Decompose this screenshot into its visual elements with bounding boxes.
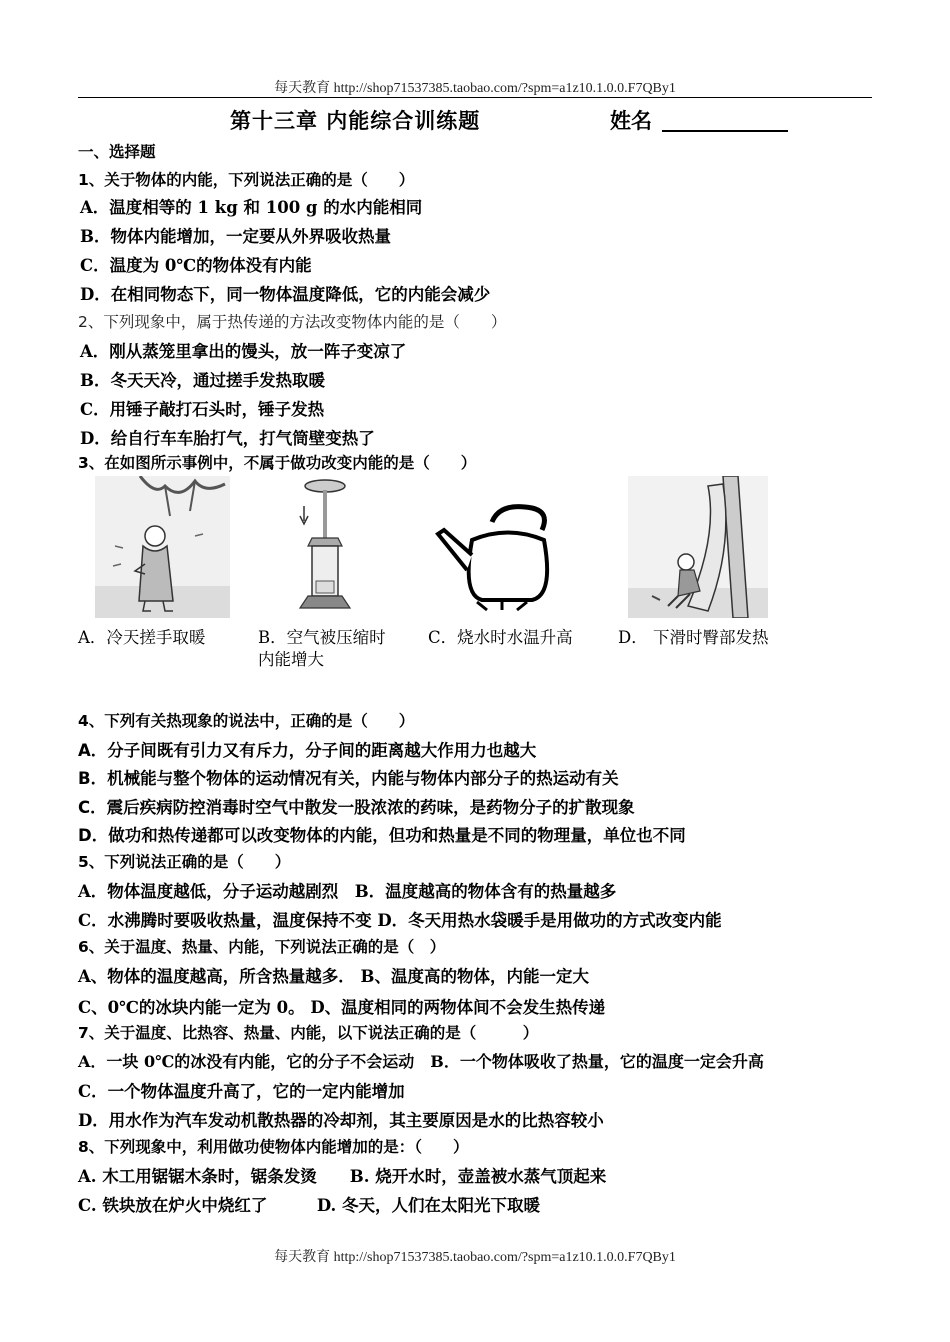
q5-stem: 5、下列说法正确的是（ ） bbox=[78, 853, 291, 871]
q1-option-b: B．物体内能增加，一定要从外界吸收热量 bbox=[80, 227, 391, 246]
q1-stem: 1、关于物体的内能，下列说法正确的是（ ） bbox=[78, 171, 415, 189]
q2-option-a: A．刚从蒸笼里拿出的馒头，放一阵子变凉了 bbox=[80, 342, 407, 361]
q1-option-a: A．温度相等的 1 kg 和 100 g 的水内能相同 bbox=[80, 198, 423, 217]
figure-rubbing-hands bbox=[95, 476, 230, 618]
q3-stem: 3、在如图所示事例中，不属于做功改变内能的是（ ） bbox=[78, 454, 477, 472]
q2-option-c: C．用锤子敲打石头时，锤子发热 bbox=[80, 400, 325, 419]
header-rule bbox=[78, 97, 872, 98]
q3-caption-b-line1: B．空气被压缩时 bbox=[258, 628, 386, 647]
q1-option-c: C．温度为 0℃的物体没有内能 bbox=[80, 256, 312, 275]
q3-caption-b-line2: 内能增大 bbox=[258, 650, 324, 669]
q3-caption-a: A．冷天搓手取暖 bbox=[78, 628, 206, 647]
q1-option-d: D．在相同物态下，同一物体温度降低，它的内能会减少 bbox=[80, 285, 491, 304]
page-title: 第十三章 内能综合训练题 bbox=[230, 109, 481, 133]
q5-options-ab: A．物体温度越低，分子运动越剧烈 B．温度越高的物体含有的热量越多 bbox=[78, 882, 617, 901]
q4-option-a: A．分子间既有引力又有斥力，分子间的距离越大作用力也越大 bbox=[78, 741, 537, 760]
q2-option-d: D．给自行车车胎打气，打气筒壁变热了 bbox=[80, 429, 375, 448]
q7-options-ab: A．一块 0℃的冰没有内能，它的分子不会运动 B．一个物体吸收了热量，它的温度一定会升高 bbox=[78, 1052, 764, 1071]
q7-option-d: D．用水作为汽车发动机散热器的冷却剂，其主要原因是水的比热容较小 bbox=[78, 1111, 604, 1130]
q7-stem: 7、关于温度、比热容、热量、内能，以下说法正确的是（ ） bbox=[78, 1024, 539, 1042]
q5-options-cd: C．水沸腾时要吸收热量，温度保持不变 D．冬天用热水袋暖手是用做功的方式改变内能 bbox=[78, 911, 722, 930]
q4-option-c: C．震后疾病防控消毒时空气中散发一股浓浓的药味，是药物分子的扩散现象 bbox=[78, 798, 635, 817]
q7-option-c: C．一个物体温度升高了，它的一定内能增加 bbox=[78, 1082, 405, 1101]
page-header: 每天教育 http://shop71537385.taobao.com/?spm=a1z10.1.0.0.F7QBy1 bbox=[274, 81, 676, 96]
q2-stem: 2、下列现象中，属于热传递的方法改变物体内能的是（ ） bbox=[78, 313, 507, 331]
q3-caption-d: D． 下滑时臀部发热 bbox=[618, 628, 769, 647]
figure-fire-piston bbox=[290, 476, 355, 618]
name-label: 姓名 bbox=[610, 109, 652, 133]
name-blank bbox=[662, 130, 788, 132]
q8-stem: 8、下列现象中，利用做功使物体内能增加的是：（ ） bbox=[78, 1138, 469, 1156]
q8-options-ab: A. 木工用锯锯木条时，锯条发烫 B. 烧开水时，壶盖被水蒸气顶起来 bbox=[78, 1167, 607, 1186]
q6-options-cd: C、0℃的冰块内能一定为 0。 D、温度相同的两物体间不会发生热传递 bbox=[78, 998, 606, 1017]
q4-option-b: B．机械能与整个物体的运动情况有关，内能与物体内部分子的热运动有关 bbox=[78, 769, 619, 788]
q4-option-d: D．做功和热传递都可以改变物体的内能，但功和热量是不同的物理量，单位也不同 bbox=[78, 826, 686, 845]
q6-options-ab: A、物体的温度越高，所含热量越多． B、温度高的物体，内能一定大 bbox=[78, 967, 589, 986]
q3-caption-c: C．烧水时水温升高 bbox=[428, 628, 573, 647]
q8-options-cd: C. 铁块放在炉火中烧红了 D. 冬天，人们在太阳光下取暖 bbox=[78, 1196, 541, 1215]
q6-stem: 6、关于温度、热量、内能，下列说法正确的是（ ） bbox=[78, 938, 446, 956]
figure-slide bbox=[628, 476, 768, 618]
q2-option-b: B．冬天天冷，通过搓手发热取暖 bbox=[80, 371, 325, 390]
section-heading: 一、选择题 bbox=[78, 143, 156, 161]
figure-kettle bbox=[432, 500, 570, 612]
page-footer: 每天教育 http://shop71537385.taobao.com/?spm=a1z10.1.0.0.F7QBy1 bbox=[274, 1250, 676, 1265]
q4-stem: 4、下列有关热现象的说法中，正确的是（ ） bbox=[78, 712, 415, 730]
